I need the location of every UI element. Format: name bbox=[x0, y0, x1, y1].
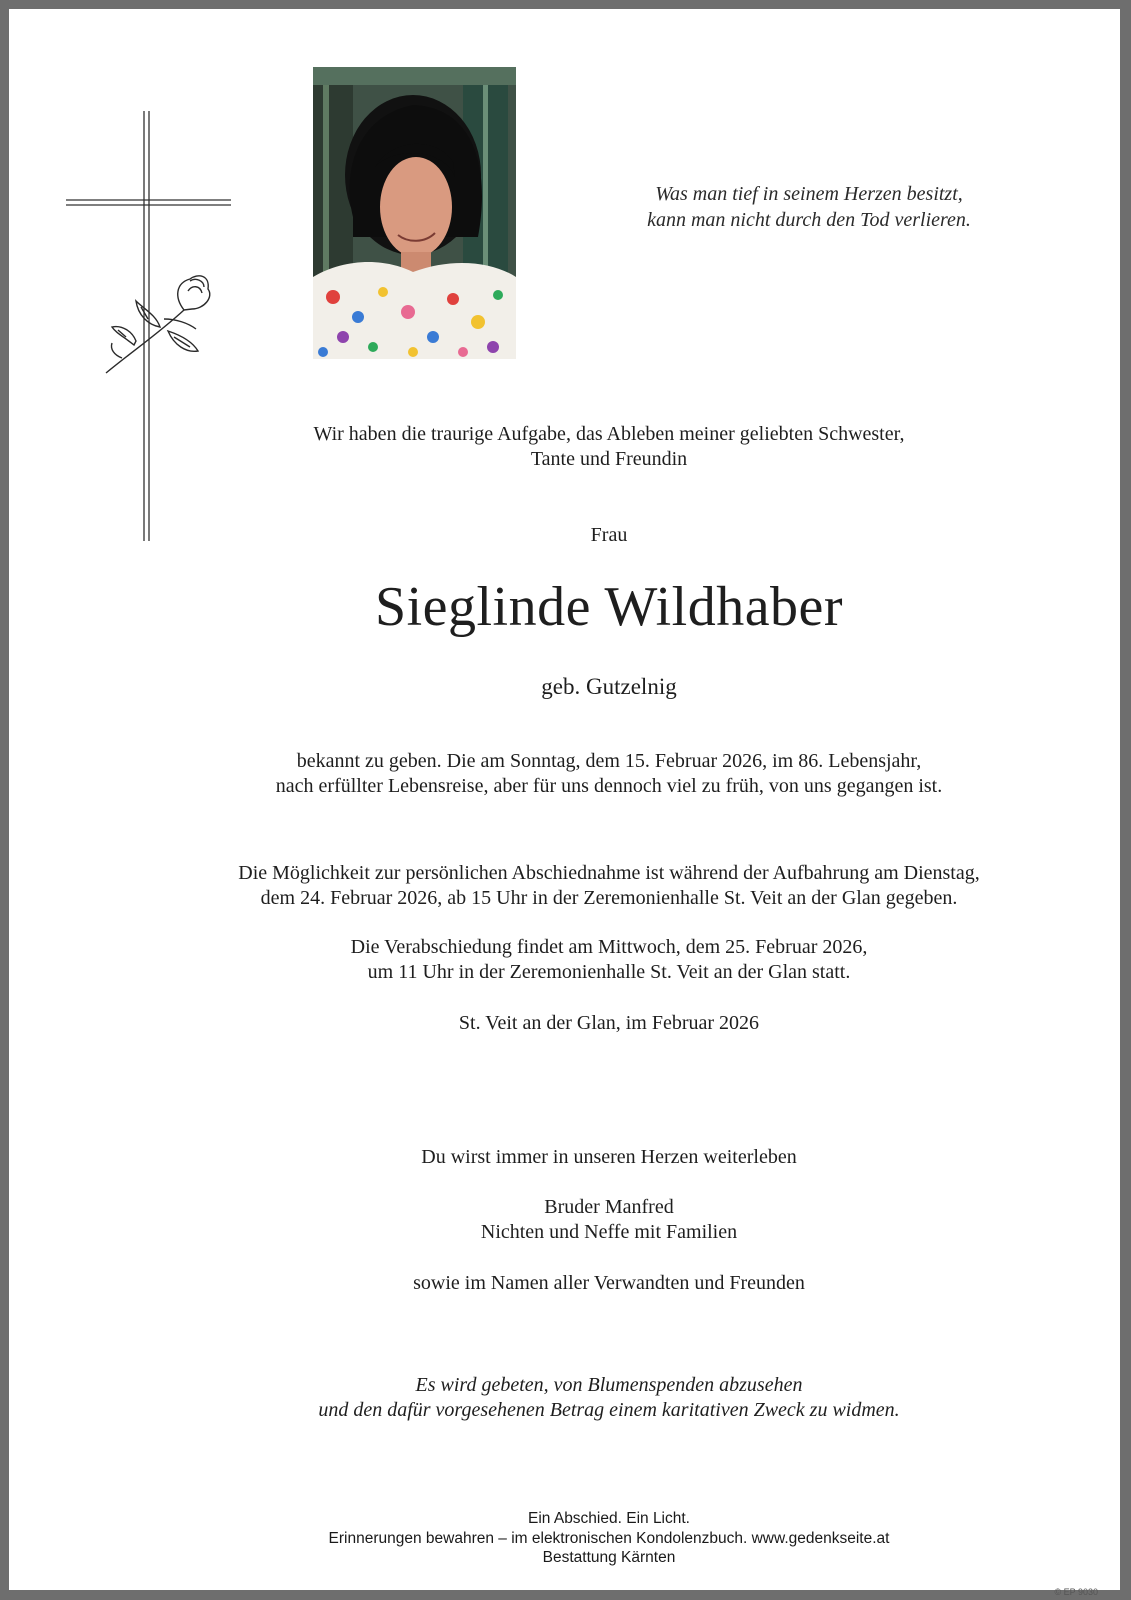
text-line: dem 24. Februar 2026, ab 15 Uhr in der Zeremonienhalle St. Veit an der Glan gegeben. bbox=[260, 887, 958, 909]
text-line: Die Verabschiedung findet am Mittwoch, dem 25. Februar 2026, bbox=[350, 936, 868, 958]
footer-line: Ein Abschied. Ein Licht. bbox=[528, 1510, 690, 1527]
footer bbox=[109, 1509, 1109, 1568]
quote-line: Was man tief in seinem Herzen besitzt, bbox=[655, 183, 963, 205]
maiden-name: geb. Gutzelnig bbox=[541, 674, 677, 699]
text-line: und den dafür vorgesehenen Betrag einem karitativen Zweck zu widmen. bbox=[318, 1399, 900, 1421]
farewell-ceremony-info bbox=[109, 935, 1109, 985]
memorial-quote bbox=[589, 181, 1029, 233]
rose-icon bbox=[106, 276, 210, 373]
relatives-note: sowie im Namen aller Verwandten und Freunden bbox=[413, 1272, 805, 1294]
portrait-photo bbox=[313, 67, 516, 359]
footer-line: Bestattung Kärnten bbox=[542, 1549, 676, 1566]
cross-icon bbox=[64, 105, 239, 555]
text-line: um 11 Uhr in der Zeremonienhalle St. Veit an der Glan statt. bbox=[367, 961, 851, 983]
mourner-line: Nichten und Neffe mit Familien bbox=[480, 1221, 738, 1243]
deceased-name: Sieglinde Wildhaber bbox=[374, 576, 844, 638]
text-line: nach erfüllter Lebensreise, aber für uns dennoch viel zu früh, von uns gegangen ist. bbox=[275, 775, 943, 797]
text-line: Tante und Freundin bbox=[530, 448, 688, 470]
obituary-sheet bbox=[9, 9, 1120, 1597]
donation-request bbox=[109, 1373, 1109, 1423]
viewing-info bbox=[109, 861, 1109, 911]
text-line: Die Möglichkeit zur persönlichen Abschiednahme ist während der Aufbahrung am Dienstag, bbox=[238, 862, 980, 884]
text-line: Es wird gebeten, von Blumenspenden abzusehen bbox=[415, 1374, 803, 1396]
salutation: Frau bbox=[590, 524, 628, 546]
mourners-list bbox=[109, 1195, 1109, 1245]
footer-line: Erinnerungen bewahren – im elektronischen Kondolenzbuch. www.gedenkseite.at bbox=[328, 1529, 890, 1547]
text-line: bekannt zu geben. Die am Sonntag, dem 15. Februar 2026, im 86. Lebensjahr, bbox=[296, 750, 922, 772]
announcement-intro bbox=[109, 422, 1109, 472]
memorial-motto: Du wirst immer in unseren Herzen weiterleben bbox=[421, 1146, 797, 1168]
print-code: © EP 9030 bbox=[1054, 1587, 1098, 1597]
quote-line: kann man nicht durch den Tod verlieren. bbox=[647, 209, 971, 231]
place-and-date: St. Veit an der Glan, im Februar 2026 bbox=[458, 1012, 760, 1034]
text-line: Wir haben die traurige Aufgabe, das Ableben meiner geliebten Schwester, bbox=[313, 423, 905, 445]
death-notice bbox=[109, 749, 1109, 799]
mourner-line: Bruder Manfred bbox=[544, 1196, 674, 1218]
